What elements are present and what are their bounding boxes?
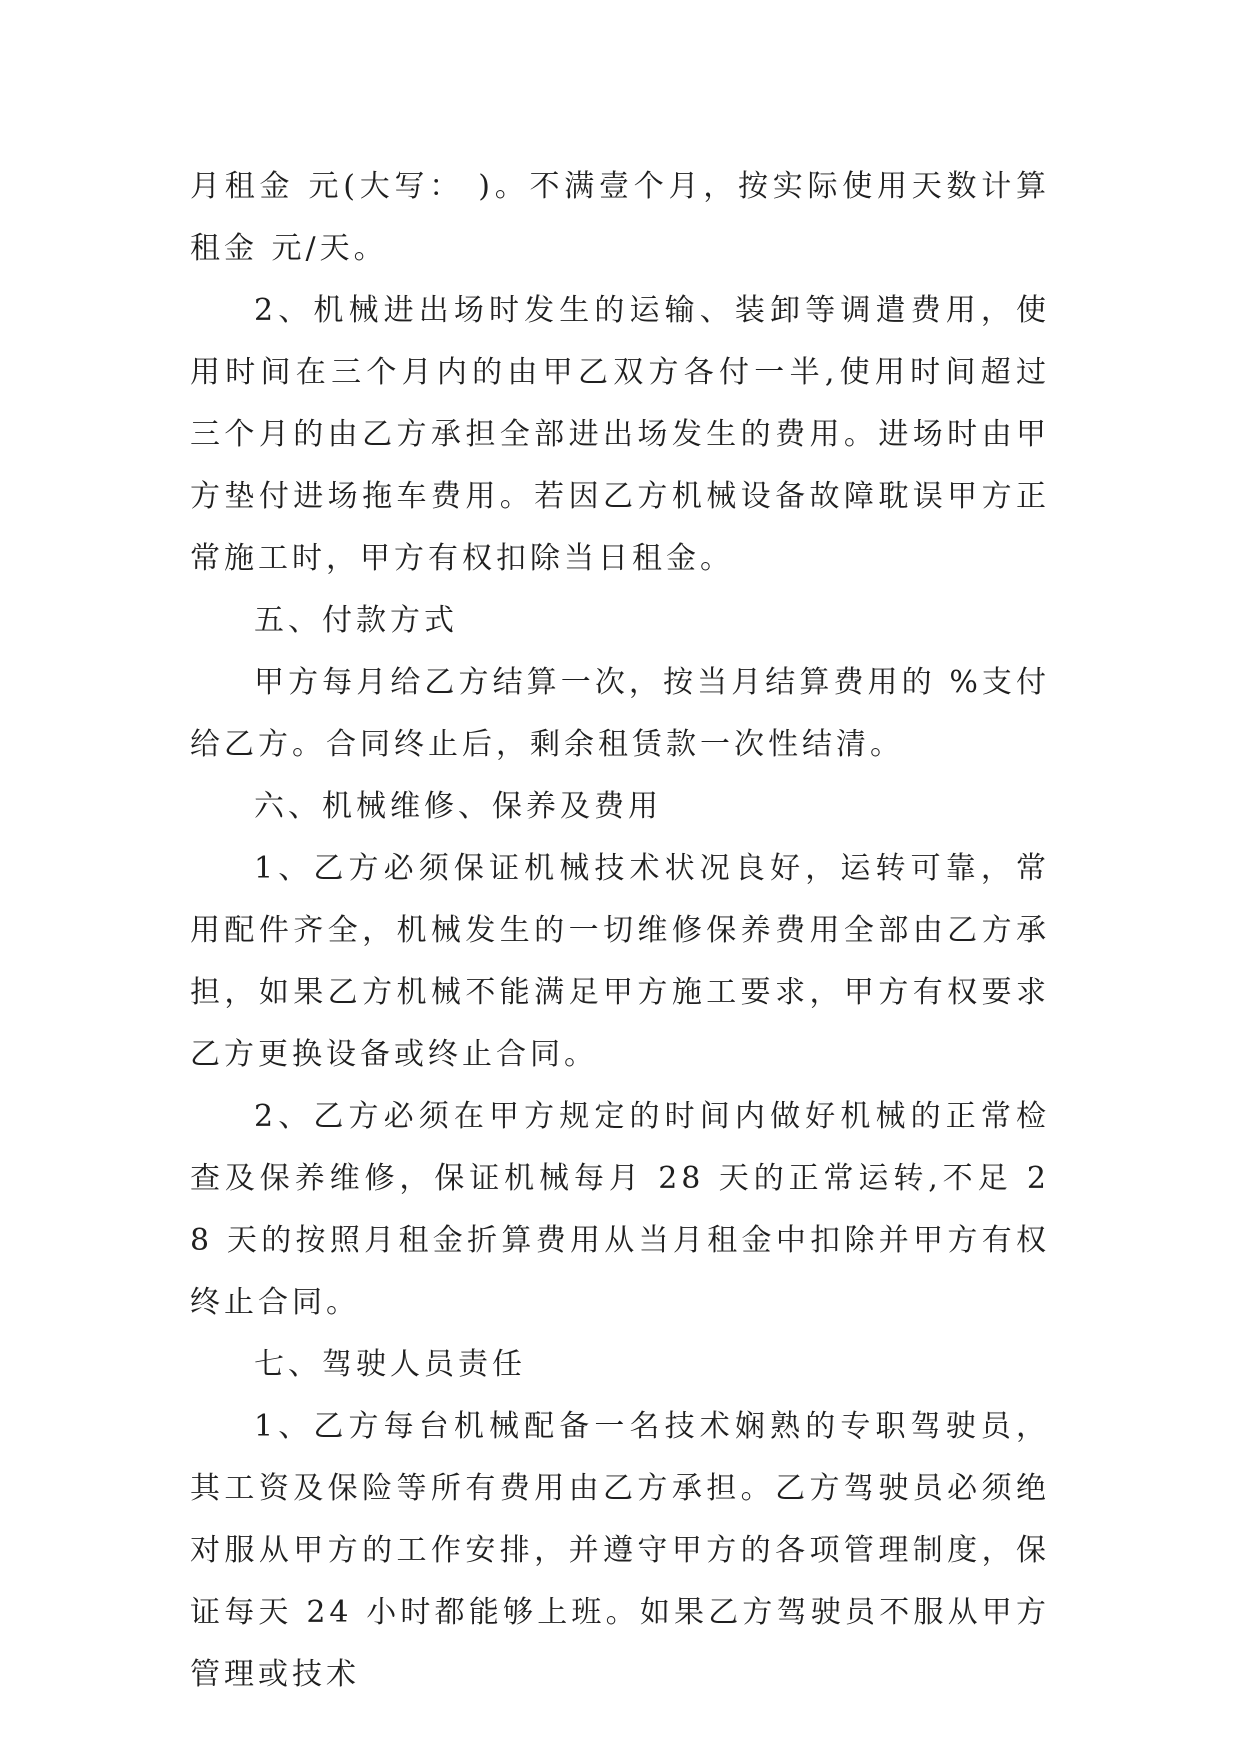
section-heading-driver-responsibility: 七、驾驶人员责任 [254,1347,526,1382]
document-body [190,156,1050,1706]
section-heading-maintenance: 六、机械维修、保养及费用 [254,789,662,824]
section-heading-payment-method: 五、付款方式 [254,603,458,638]
paragraph-payment-terms: 甲方每月给乙方结算一次，按当月结算费用的 %支付给乙方。合同终止后，剩余租赁款一次性结清。 [190,665,1050,762]
paragraph-transport-fees: 2、机械进出场时发生的运输、装卸等调遣费用，使用时间在三个月内的由甲乙双方各付一半,使用时间超过三个月的由乙方承担全部进出场发生的费用。进场时由甲方垫付进场拖车费用。若因乙方机械设备故障耽误甲方正常施工时，甲方有权扣除当日租金。 [190,293,1050,576]
paragraph-maintenance-1: 1、乙方必须保证机械技术状况良好，运转可靠，常用配件齐全，机械发生的一切维修保养费用全部由乙方承担，如果乙方机械不能满足甲方施工要求，甲方有权要求乙方更换设备或终止合同。 [190,851,1050,1072]
paragraph-maintenance-2: 2、乙方必须在甲方规定的时间内做好机械的正常检查及保养维修，保证机械每月 28 天的正常运转,不足 28 天的按照月租金折算费用从当月租金中扣除并甲方有权终止合同。 [190,1099,1050,1320]
paragraph-driver-1: 1、乙方每台机械配备一名技术娴熟的专职驾驶员，其工资及保险等所有费用由乙方承担。乙方驾驶员必须绝对服从甲方的工作安排，并遵守甲方的各项管理制度，保证每天 24 小时都能够上班。如果乙方驾驶员不服从甲方管理或技术 [190,1409,1050,1692]
paragraph-rent-amount: 月租金 元(大写： )。不满壹个月，按实际使用天数计算租金 元/天。 [190,169,1050,266]
